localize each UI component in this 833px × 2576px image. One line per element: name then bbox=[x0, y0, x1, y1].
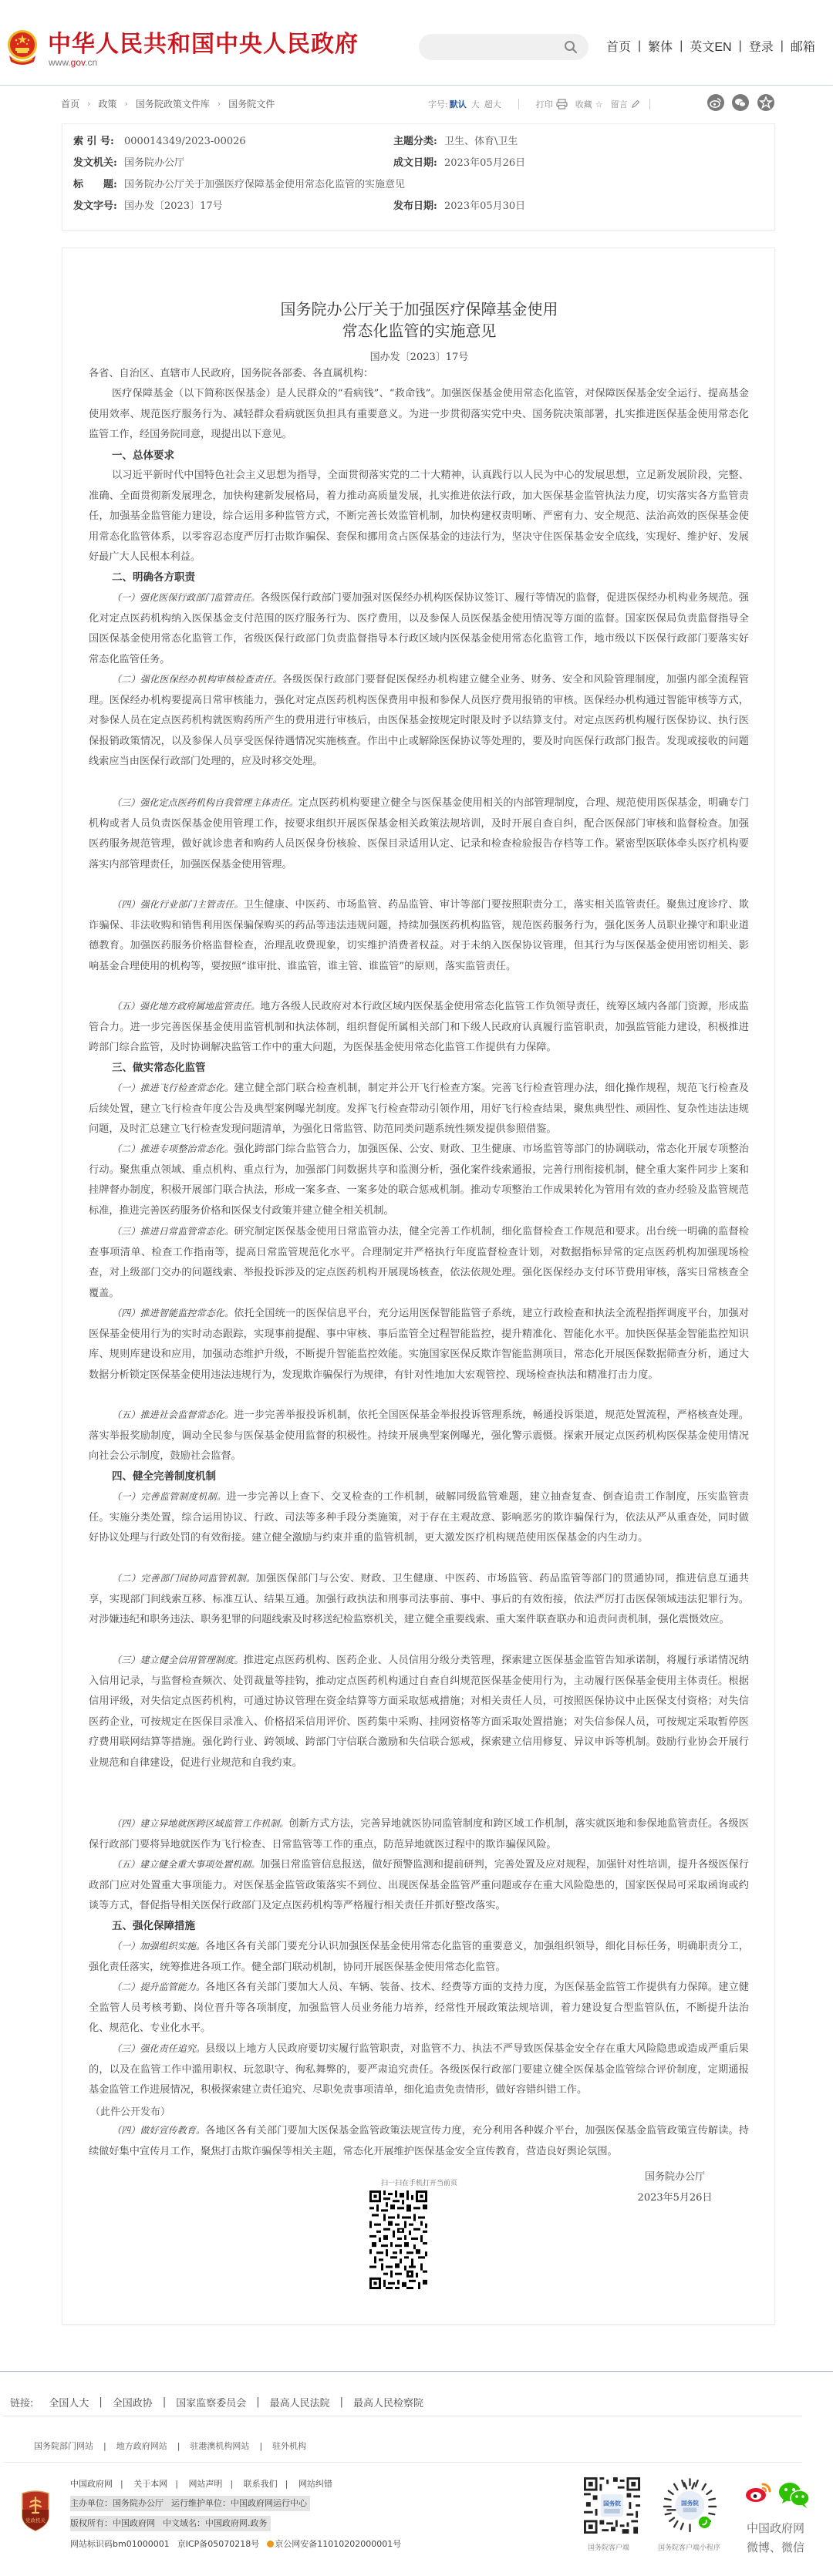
paragraph-body: 各地区各有关部门要充分认识加强医保基金使用常态化监管的重要意义，加强组织领导，细化目标任务，明确职责分工，强化责任落实，统筹推进各项工作。健全部门联动机制，协同开展医保基金使用常态化监管。 bbox=[89, 1941, 749, 1973]
footer-sub-link[interactable]: 地方政府网站 bbox=[116, 2441, 167, 2451]
footer-bottom-link[interactable]: 网站纠错 bbox=[298, 2479, 332, 2489]
meta-title bbox=[73, 177, 405, 193]
site-header bbox=[0, 0, 833, 86]
document-meta bbox=[62, 123, 775, 231]
mini-program-qr-label: 国务院客户端小程序 bbox=[658, 2544, 721, 2552]
meta-key: 索 引 号: bbox=[73, 136, 114, 147]
search-box bbox=[419, 34, 588, 60]
paragraph-body: 研究制定医保基金使用日常监管办法，健全完善工作机制，细化监督检查工作规范和要求。出台统一明确的监督检查事项清单、检查工作指南等，提高日常监管规范化水平。合理制定并严格执行年度监督检查计划，对数据指标异常的定点医药机构加强现场检查，对上级部门交办的问题线索、举报投诉涉及的定点医药机构开展现场核查，依法依规处理。强化医保经办支付环节费用审核，落实日常核查全覆盖。 bbox=[89, 1226, 749, 1299]
section-heading: 一、总体要求 bbox=[112, 450, 174, 462]
site-id: 网站标识码bm01000001 bbox=[70, 2539, 170, 2549]
paragraph bbox=[89, 1854, 749, 1917]
meta-value: 000014349/2023-00026 bbox=[124, 136, 246, 147]
paragraph-lead: （一）推进飞行检查常态化。 bbox=[112, 1083, 234, 1093]
paragraph-lead: （二）强化医保经办机构审核检查责任。 bbox=[112, 674, 282, 685]
comment-button[interactable]: 留言 bbox=[610, 99, 628, 109]
footer-sub-link[interactable]: 国务院部门网站 bbox=[34, 2441, 93, 2451]
paragraph bbox=[89, 793, 749, 875]
paragraph-body: 各级医保行政部门要加强对医保经办机构医保协议签订、履行等情况的监督，促进医保经办机构业务规范。强化对定点医药机构纳入医保基金支付范围的医疗服务行为、医疗费用，以及参保人员医保基金使用情况等方面的监督。国家医保局负责监督指导全国医保基金使用常态化监管工作，省级医保行政部门负责监督指导本行政区域内医保基金使用常态化监管工作，地市级以下医保行政部门要落实好常态化监管任务。 bbox=[89, 592, 749, 665]
link-separator: | bbox=[103, 2440, 106, 2451]
paragraph bbox=[89, 669, 749, 773]
link-separator: | bbox=[177, 2440, 180, 2451]
footer-copyright-line bbox=[70, 2516, 271, 2531]
footer-links bbox=[10, 2395, 423, 2409]
footer-divider bbox=[3, 2462, 802, 2463]
link-separator: | bbox=[285, 2479, 288, 2489]
breadcrumb-library[interactable]: 国务院政策文件库 bbox=[135, 99, 210, 109]
page-qr-code bbox=[369, 2190, 427, 2289]
weibo-icon[interactable] bbox=[744, 2480, 774, 2504]
paragraph-lead: （二）提升监管能力。 bbox=[112, 1982, 206, 1992]
url-suffix: .cn bbox=[85, 57, 98, 68]
header-divider bbox=[0, 85, 833, 86]
signer: 国务院办公厅 bbox=[644, 2171, 705, 2183]
link-separator: | bbox=[339, 2396, 344, 2408]
paragraph-body: 各地区各有关部门要加大医保基金监管政策法规宣传力度，充分利用各种媒介平台，加强医保基金监管政策宣传解读。持续做好集中宣传月工作，聚焦打击欺诈骗保等相关主题，常态化开展维护医保基金安全宣传教育，营造良好舆论氛围。 bbox=[89, 2125, 749, 2157]
paragraph-body: 县级以上地方人民政府要切实履行监管职责，对监管不力、执法不严导致医保基金安全存在重大风险隐患或造成严重后果的，以及在监管工作中滥用职权、玩忽职守、徇私舞弊的，要严肃追究责任。各级医保行政部门要建立健全医保基金监管综合评价制度，定期通报基金监管工作进展情况，积极探索建立责任追究、尽职免责事项清单，细化追责免责情形，做好容错纠错工作。 bbox=[89, 2043, 749, 2096]
paragraph bbox=[89, 1568, 749, 1631]
section-heading: 五、强化保障措施 bbox=[112, 1920, 195, 1932]
meta-key: 标 题: bbox=[73, 179, 117, 190]
links-label: 链接: bbox=[10, 2398, 34, 2409]
public-note: （此件公开发布） bbox=[90, 2106, 171, 2118]
footer-sponsor-line bbox=[70, 2496, 310, 2511]
footer-link[interactable]: 全国政协 bbox=[112, 2398, 153, 2409]
section-heading: 三、做实常态化监管 bbox=[112, 1062, 206, 1074]
paragraph-body: 加强医保部门与公安、财政、卫生健康、中医药、市场监管、药品监管等部门的贯通协同，推进信息互通共享，实现部门间线索互移、标准互认、结果互通。加强行政执法和刑事司法事前、事中、事后的有效衔接，依法严厉打击医保领域违法犯罪行为。对涉嫌违纪和职务违法、职务犯罪的问题线索及时移送纪检监察机关，建立健全重要线索、重大案件联查联办和追责问责机制，强化震慑效应。 bbox=[89, 1573, 749, 1625]
star-outline-icon[interactable]: ☆ bbox=[595, 99, 603, 109]
chevron-right-icon: › bbox=[124, 99, 128, 109]
paragraph-body: 进一步完善举报投诉机制，依托全国医保基金举报投诉管理系统，畅通投诉渠道，规范处置流程，严格核查处理。落实举报奖励制度，调动全民参与医保基金使用监督的积极性。持续开展典型案例曝光，强化警示震慑。探索开展定点医药机构医保基金使用情况向社会公示制度，鼓励社会监督。 bbox=[89, 1409, 749, 1462]
nav-home[interactable]: 首页 bbox=[606, 41, 632, 54]
paragraph bbox=[89, 1977, 749, 2039]
paragraph-body: 推进定点医药机构、医药企业、人员信用分级分类管理，探索建立医保基金监管告知承诺制，将履行承诺情况纳入信用记录，与监督检查频次、处罚裁量等挂钩，推动定点医药机构通过自查自纠规范医保基金使用行为，主动履行医保基金使用主体责任。根据信用评级，对失信定点医药机构，可通过协议管理在资金结算等方面采取惩戒措施；对相关责任人员，可按照医保协议中止医保支付资格；对失信医药企业，可按规定在医保目录准入、价格招采信用评价、医药集中采购、挂网资格等方面采取处置措施；对失信参保人员，可按规定采取暂停医疗费用联网结算等措施。强化跨行业、跨领域、跨部门守信联合激励和失信联合惩戒，探索建立信用修复、异议申诉等机制。鼓励行业协会开展行业规范和自律建设，促进行业规范和自我约束。 bbox=[89, 1655, 749, 1769]
nav-separator: | bbox=[780, 39, 784, 52]
nav-separator: | bbox=[738, 39, 742, 52]
paragraph-lead: （一）加强组织实施。 bbox=[112, 1941, 206, 1951]
favorite-button[interactable]: 收藏 bbox=[575, 99, 592, 109]
article-title-line2: 常态化监管的实施意见 bbox=[342, 322, 497, 340]
meta-key: 主题分类: bbox=[393, 136, 437, 147]
paragraph-body: 定点医药机构要建立健全与医保基金使用相关的内部管理制度，合理、规范使用医保基金，明确专门机构或者人员负责医保基金使用管理工作，按要求组织开展医保基金相关政策法规培训，及时开展自查自纠，配合医保部门审核和监督检查。加强医药服务规范管理，做好就诊患者和购药人员医保身份核验、医保目录适用认定、记录和检查检验报告存档等工作。紧密型医联体牵头医疗机构要落实内部管理责任，加强医保基金使用管理。 bbox=[89, 797, 749, 870]
article-title-line1: 国务院办公厅关于加强医疗保障基金使用 bbox=[280, 300, 558, 318]
paragraph-lead: （四）推进智能监控常态化。 bbox=[112, 1308, 234, 1318]
meta-index-no bbox=[73, 134, 246, 150]
sign-date: 2023年5月26日 bbox=[637, 2192, 713, 2204]
paragraph-body: 各地区各有关部门要加大人员、车辆、装备、技术、经费等方面的支持力度，为医保基金监管工作提供有力保障。建立健全监管人员考核考勤、岗位晋升等各项制度，加强监管人员业务能力培养，经常性开展政策法规培训，着力建设复合型监管队伍，不断提升法治化、规范化、专业化水平。 bbox=[89, 1982, 749, 2034]
paragraph-lead: （三）建立健全信用管理制度。 bbox=[112, 1655, 244, 1665]
paragraph-lead: （五）推进社会监督常态化。 bbox=[112, 1409, 234, 1420]
paragraph-lead: （一）强化医保行政部门监管责任。 bbox=[112, 592, 261, 603]
link-separator: | bbox=[230, 2479, 234, 2489]
copyright: 版权所有：中国政府网 bbox=[70, 2518, 155, 2528]
chevron-right-icon: › bbox=[217, 99, 221, 109]
paragraph-body: 各级医保行政部门要督促医保经办机构建立健全业务、财务、安全和风险管理制度，加强内部全流程管理。医保经办机构要提高日常审核能力，强化对定点医药机构医保费用申报和参保人员医疗费用报销的审核。医保经办机构通过智能审核等方式，对参保人员在定点医药机构就医购药所产生的费用进行审核后，由医保基金按规定时限及时予以结算支付。对定点医药机构履行医保协议、执行医保报销政策情况，以及参保人员享受医保待遇情况实施核查。作出中止或解除医保协议等处理的，要及时向医保行政部门报告。发现或接收的问题线索应当由医保行政部门处理的，应及时移交处理。 bbox=[89, 674, 749, 767]
paragraph-lead: （一）完善监管制度机制。 bbox=[112, 1491, 227, 1502]
sponsor: 主办单位：国务院办公厅 bbox=[70, 2498, 164, 2508]
qr-caption: 扫一扫在手机打开当前页 bbox=[380, 2180, 457, 2187]
font-size-label: 字号: bbox=[428, 99, 448, 109]
icp-record[interactable]: 京ICP备05070218号 bbox=[177, 2539, 260, 2549]
font-default-button[interactable]: 默认 bbox=[449, 99, 467, 109]
breadcrumb-current[interactable]: 国务院文件 bbox=[228, 99, 275, 109]
favorite-share-icon[interactable] bbox=[757, 94, 774, 111]
paragraph-body: 依托全国统一的医保信息平台，充分运用医保智能监管子系统，建立行政检查和执法全流程指挥调度平台，加强对医保基金使用行为的实时动态跟踪，实现事前提醒、事中审核、事后监管全过程智能监控，提升精准化、智能化水平。加快医保基金智能监控知识库、规则库建设和应用，加强动态维护升级，不断提升智能监控效能。实施国家医保反欺诈智能监测项目，常态化开展医保数据筛查分析，通过大数据分析锁定医保基金使用违法违规行为，发现欺诈骗保行为规律，有针对性地加大宏观管控、现场检查执法和精准打击力度。 bbox=[89, 1308, 749, 1381]
toolbar-divider bbox=[649, 99, 650, 109]
badge-text: 党政机关 bbox=[25, 2517, 46, 2524]
meta-key: 发布日期: bbox=[393, 200, 437, 212]
maintainer: 运行维护单位：中国政府网运行中心 bbox=[171, 2498, 307, 2508]
toolbar-divider bbox=[518, 99, 519, 109]
breadcrumb-policy[interactable]: 政策 bbox=[98, 99, 117, 109]
footer-sub-link[interactable]: 驻港澳机构网站 bbox=[190, 2441, 250, 2451]
meta-key: 成文日期: bbox=[393, 157, 437, 169]
qr-center-text: 国务院 bbox=[603, 2500, 621, 2507]
intro-paragraph: 医疗保障基金（以下简称医保基金）是人民群众的“看病钱”、“救命钱”。加强医保基金使用常态化监管，对保障医保基金安全运行、提高基金使用效率、规范医疗服务行为、减轻群众看病就医负担具有重要意义。为进一步贯彻落实党中央、国务院决策部署，扎实推进医保基金使用常态化监管工作，经国务院同意，现提出以下意见。 bbox=[89, 388, 749, 440]
meta-value: 2023年05月26日 bbox=[444, 157, 526, 169]
nav-login[interactable]: 登录 bbox=[748, 41, 774, 54]
section-heading: 四、健全完善制度机制 bbox=[112, 1470, 216, 1483]
paragraph bbox=[89, 588, 749, 670]
search-icon[interactable] bbox=[564, 40, 578, 54]
social-label-line1: 中国政府网 bbox=[747, 2521, 805, 2535]
printer-icon[interactable] bbox=[556, 99, 568, 109]
police-badge-icon bbox=[267, 2541, 274, 2547]
site-name[interactable]: 中华人民共和国中央人民政府 bbox=[48, 31, 359, 58]
meta-key: 发文字号: bbox=[73, 200, 117, 212]
meta-value: 2023年05月30日 bbox=[444, 200, 526, 212]
paragraph-body: 创新方式方法，完善异地就医协同监管制度和跨区域工作机制，落实就医地和参保地监管责任。各级医保行政部门要将异地就医作为飞行检查、日常监管等工作的重点，防范异地就医过程中的欺诈骗保风险。 bbox=[89, 1818, 749, 1850]
meta-topic bbox=[393, 134, 518, 150]
paragraph-body: 建立健全部门联合检查机制，制定并公开飞行检查方案。完善飞行检查管理办法，细化操作规程，规范飞行检查及后续处置，建立飞行检查年度公告及典型案例曝光制度。发挥飞行检查带动引领作用，用好飞行检查结果，聚焦典型性、顽固性、复杂性违法违规问题，及时汇总建立飞行检查发现问题清单，为强化日常监管、防范同类问题系统性频发提供参照借鉴。 bbox=[89, 1083, 749, 1135]
national-emblem-icon[interactable] bbox=[6, 29, 39, 66]
meta-value: 国办发〔2023〕17号 bbox=[124, 200, 223, 212]
nav-mail[interactable]: 邮箱 bbox=[790, 41, 815, 54]
weibo-share-icon[interactable] bbox=[707, 94, 724, 111]
paragraph bbox=[89, 894, 749, 977]
print-button[interactable]: 打印 bbox=[535, 99, 553, 109]
footer-link[interactable]: 最高人民法院 bbox=[269, 2398, 330, 2409]
url-gov: gov bbox=[70, 57, 86, 68]
meta-publish-date bbox=[393, 199, 525, 214]
mini-program-qr-code bbox=[662, 2477, 718, 2534]
wechat-icon[interactable] bbox=[777, 2481, 811, 2509]
article-container bbox=[62, 247, 775, 2325]
app-qr-label: 国务院客户端 bbox=[588, 2544, 630, 2552]
paragraph bbox=[89, 1813, 749, 1855]
paragraph: 以习近平新时代中国特色社会主义思想为指导，全面贯彻落实党的二十大精神，认真践行以人民为中心的发展思想，立足新发展阶段，完整、准确、全面贯彻新发展理念，加快构建新发展格局，着力推动高质量发展，扎实推进依法行政，加大医保基金监管执法力度，切实落实各方监管责任，加强基金监管能力建设，综合运用多种监管方式，不断完善长效监管机制，加快构建权责明晰、严密有力、安全规范、法治高效的医保基金使用常态化监管体系，以零容忍态度严厉打击欺诈骗保、套保和挪用贪占医保基金的违法行为，坚决守住医保基金安全底线，实现好、维护好、发展好最广大人民根本利益。 bbox=[89, 470, 749, 563]
link-separator: | bbox=[162, 2396, 167, 2408]
paragraph-lead: （三）强化定点医药机构自我管理主体责任。 bbox=[112, 797, 298, 808]
nav-english[interactable]: 英文EN bbox=[690, 41, 732, 54]
footer-bottom-links bbox=[70, 2477, 332, 2492]
nav-traditional[interactable]: 繁体 bbox=[648, 41, 673, 54]
link-separator: | bbox=[120, 2479, 123, 2489]
party-government-badge-icon[interactable] bbox=[20, 2490, 51, 2531]
paragraph bbox=[89, 1139, 749, 1221]
paragraph-lead: （五）建立健全重大事项处置机制。 bbox=[112, 1859, 261, 1870]
nav-separator: | bbox=[680, 39, 683, 52]
paragraph-lead: （三）强化责任追究。 bbox=[112, 2043, 206, 2054]
paragraph-lead: （四）建立异地就医跨区域监管工作机制。 bbox=[112, 1818, 289, 1829]
link-separator: | bbox=[175, 2479, 178, 2489]
paragraph-lead: （四）强化行业部门主管责任。 bbox=[112, 899, 244, 910]
paragraph-lead: （二）推进专项整治常态化。 bbox=[112, 1143, 234, 1154]
footer-sub-links bbox=[34, 2440, 306, 2452]
paragraph bbox=[89, 1650, 749, 1773]
chinese-domain: 中文域名：中国政府网.政务 bbox=[163, 2518, 268, 2528]
paragraph-body: 进一步完善以上查下、交叉检查的工作机制，破解同级监管难题，建立抽查复查、倒查追责工作制度，压实监管责任。实施分类处置，综合运用协议、行政、司法等多种手段分类施策，对于存在主观故意、影响恶劣的欺诈骗保行为，依法从严从重查处，同时做好协议处理与行政处罚的有效衔接。建立健全激励与约束并重的监管机制，更大激发医疗机构规范使用医保基金的内生动力。 bbox=[89, 1491, 749, 1544]
footer-link[interactable]: 最高人民检察院 bbox=[353, 2398, 424, 2409]
paragraph bbox=[89, 2039, 749, 2101]
footer-bottom-link[interactable]: 联系我们 bbox=[243, 2479, 278, 2489]
paragraph bbox=[89, 1487, 749, 1549]
meta-doc-no bbox=[73, 199, 223, 214]
wechat-share-icon[interactable] bbox=[732, 94, 749, 111]
meta-written-date bbox=[393, 156, 525, 171]
meta-issuer bbox=[73, 156, 184, 171]
breadcrumb bbox=[61, 97, 275, 110]
paragraph-body: 地方各级人民政府对本行政区域内医保基金使用常态化监管工作负领导责任，统筹区域内各部门资源，形成监管合力。进一步完善医保基金使用监管机制和执法体制，组织督促所属相关部门和下级人民政府认真履行监管职责，加强监管能力建设，积极推进跨部门综合监管，及时协调解决监管工作中的重大问题，为医保基金使用常态化监管工作提供有力保障。 bbox=[89, 1001, 749, 1053]
paragraph bbox=[89, 2120, 749, 2162]
footer-divider bbox=[0, 2371, 833, 2372]
paragraph-lead: （三）推进日常监管常态化。 bbox=[112, 1226, 234, 1237]
search-input[interactable] bbox=[419, 34, 558, 60]
url-prefix: www. bbox=[49, 57, 71, 68]
site-url bbox=[49, 57, 97, 68]
font-large-button[interactable]: 大 bbox=[470, 99, 480, 109]
nav-separator: | bbox=[638, 39, 642, 52]
paragraph bbox=[89, 996, 749, 1059]
paragraph-lead: （五）强化地方政府属地监管责任。 bbox=[112, 1001, 261, 1012]
footer-link[interactable]: 国家监察委员会 bbox=[176, 2398, 247, 2409]
footer-bottom-link[interactable]: 网站声明 bbox=[188, 2479, 223, 2489]
police-record[interactable]: 京公网安备11010202000001号 bbox=[275, 2539, 402, 2549]
paragraph-body: 卫生健康、中医药、市场监管、药品监管、审计等部门要按照职责分工，落实相关监管责任。聚焦过度诊疗、欺诈骗保、非法收购和销售利用医保骗保购买的药品等违法违规问题，持续加强医药机构监管，规范医药服务行为，强化医务人员职业操守和职业道德教育。加强医药服务价格监督检查，治理乱收费现象，切实维护消费者权益。对于未纳入医保协议管理，但其行为与医保基金使用密切相关、影响基金合理使用的机构等，要按照“谁审批、谁监管，谁主管、谁监管”的原则，落实监管责任。 bbox=[89, 899, 749, 972]
footer-sub-link[interactable]: 驻外机构 bbox=[272, 2441, 307, 2451]
qr-center-text: 国务院 bbox=[681, 2499, 699, 2507]
paragraph bbox=[89, 1303, 749, 1386]
paragraph bbox=[89, 1221, 749, 1304]
article-toolbar bbox=[428, 96, 650, 113]
meta-key: 发文机关: bbox=[73, 157, 117, 169]
footer-bottom-link[interactable]: 关于本网 bbox=[133, 2479, 168, 2489]
link-separator: | bbox=[256, 2396, 260, 2408]
pencil-icon[interactable] bbox=[631, 99, 640, 109]
article-doc-no: 国办发〔2023〕17号 bbox=[369, 352, 469, 363]
paragraph-body: 强化跨部门综合监管合力，加强医保、公安、财政、卫生健康、市场监管等部门的协调联动，常态化开展专项整治行动。聚焦重点领域、重点机构、重点行为，加强部门间数据共享和监测分析，强化案件线索通报，完善行刑衔接机制，健全重大案件同步上案和挂牌督办制度，积极开展部门联合执法，形成一案多查、一案多处的联合惩戒机制。推动专项整治工作成果转化为管用有效的查办经验及监管规范标准，推进完善医药服务价格和医保支付政策并建立健全相关机制。 bbox=[89, 1143, 749, 1217]
breadcrumb-home[interactable]: 首页 bbox=[61, 99, 80, 109]
paragraph bbox=[89, 1078, 749, 1140]
link-separator: | bbox=[259, 2440, 263, 2451]
social-label-line2: 微博、微信 bbox=[747, 2541, 805, 2554]
footer-link[interactable]: 全国人大 bbox=[49, 2398, 89, 2409]
paragraph-body: 加强日常监管信息报送，做好预警监测和提前研判，完善处置及应对规程，加强针对性培训，提升各级医保行政部门应对处置重大事项能力。对医保基金监管政策落实不到位、出现医保基金监管严重问题或存在重大风险隐患的，国家医保局可采取函询或约谈等方式，督促指导相关医保行政部门及定点医药机构等严格履行相关责任并抓好整改落实。 bbox=[89, 1859, 749, 1911]
footer-bottom-link[interactable]: 中国政府网 bbox=[70, 2479, 113, 2489]
meta-value: 卫生、体育\卫生 bbox=[444, 136, 518, 147]
paragraph-lead: （四）做好宣传教育。 bbox=[112, 2125, 206, 2136]
app-qr-code bbox=[584, 2477, 640, 2534]
salutation: 各省、自治区、直辖市人民政府，国务院各部委、各直属机构： bbox=[89, 368, 374, 379]
top-nav bbox=[606, 37, 815, 55]
meta-value: 国务院办公厅关于加强医疗保障基金使用常态化监管的实施意见 bbox=[124, 179, 406, 190]
meta-value: 国务院办公厅 bbox=[124, 157, 185, 169]
paragraph-lead: （二）完善部门间协同监管机制。 bbox=[112, 1573, 256, 1584]
section-heading: 二、明确各方职责 bbox=[112, 571, 195, 584]
paragraph bbox=[89, 1405, 749, 1467]
link-separator: | bbox=[99, 2396, 103, 2408]
paragraph bbox=[89, 1936, 749, 1978]
chevron-right-icon: › bbox=[87, 99, 91, 109]
font-xlarge-button[interactable]: 超大 bbox=[484, 99, 501, 109]
footer-registration-line bbox=[70, 2537, 401, 2552]
